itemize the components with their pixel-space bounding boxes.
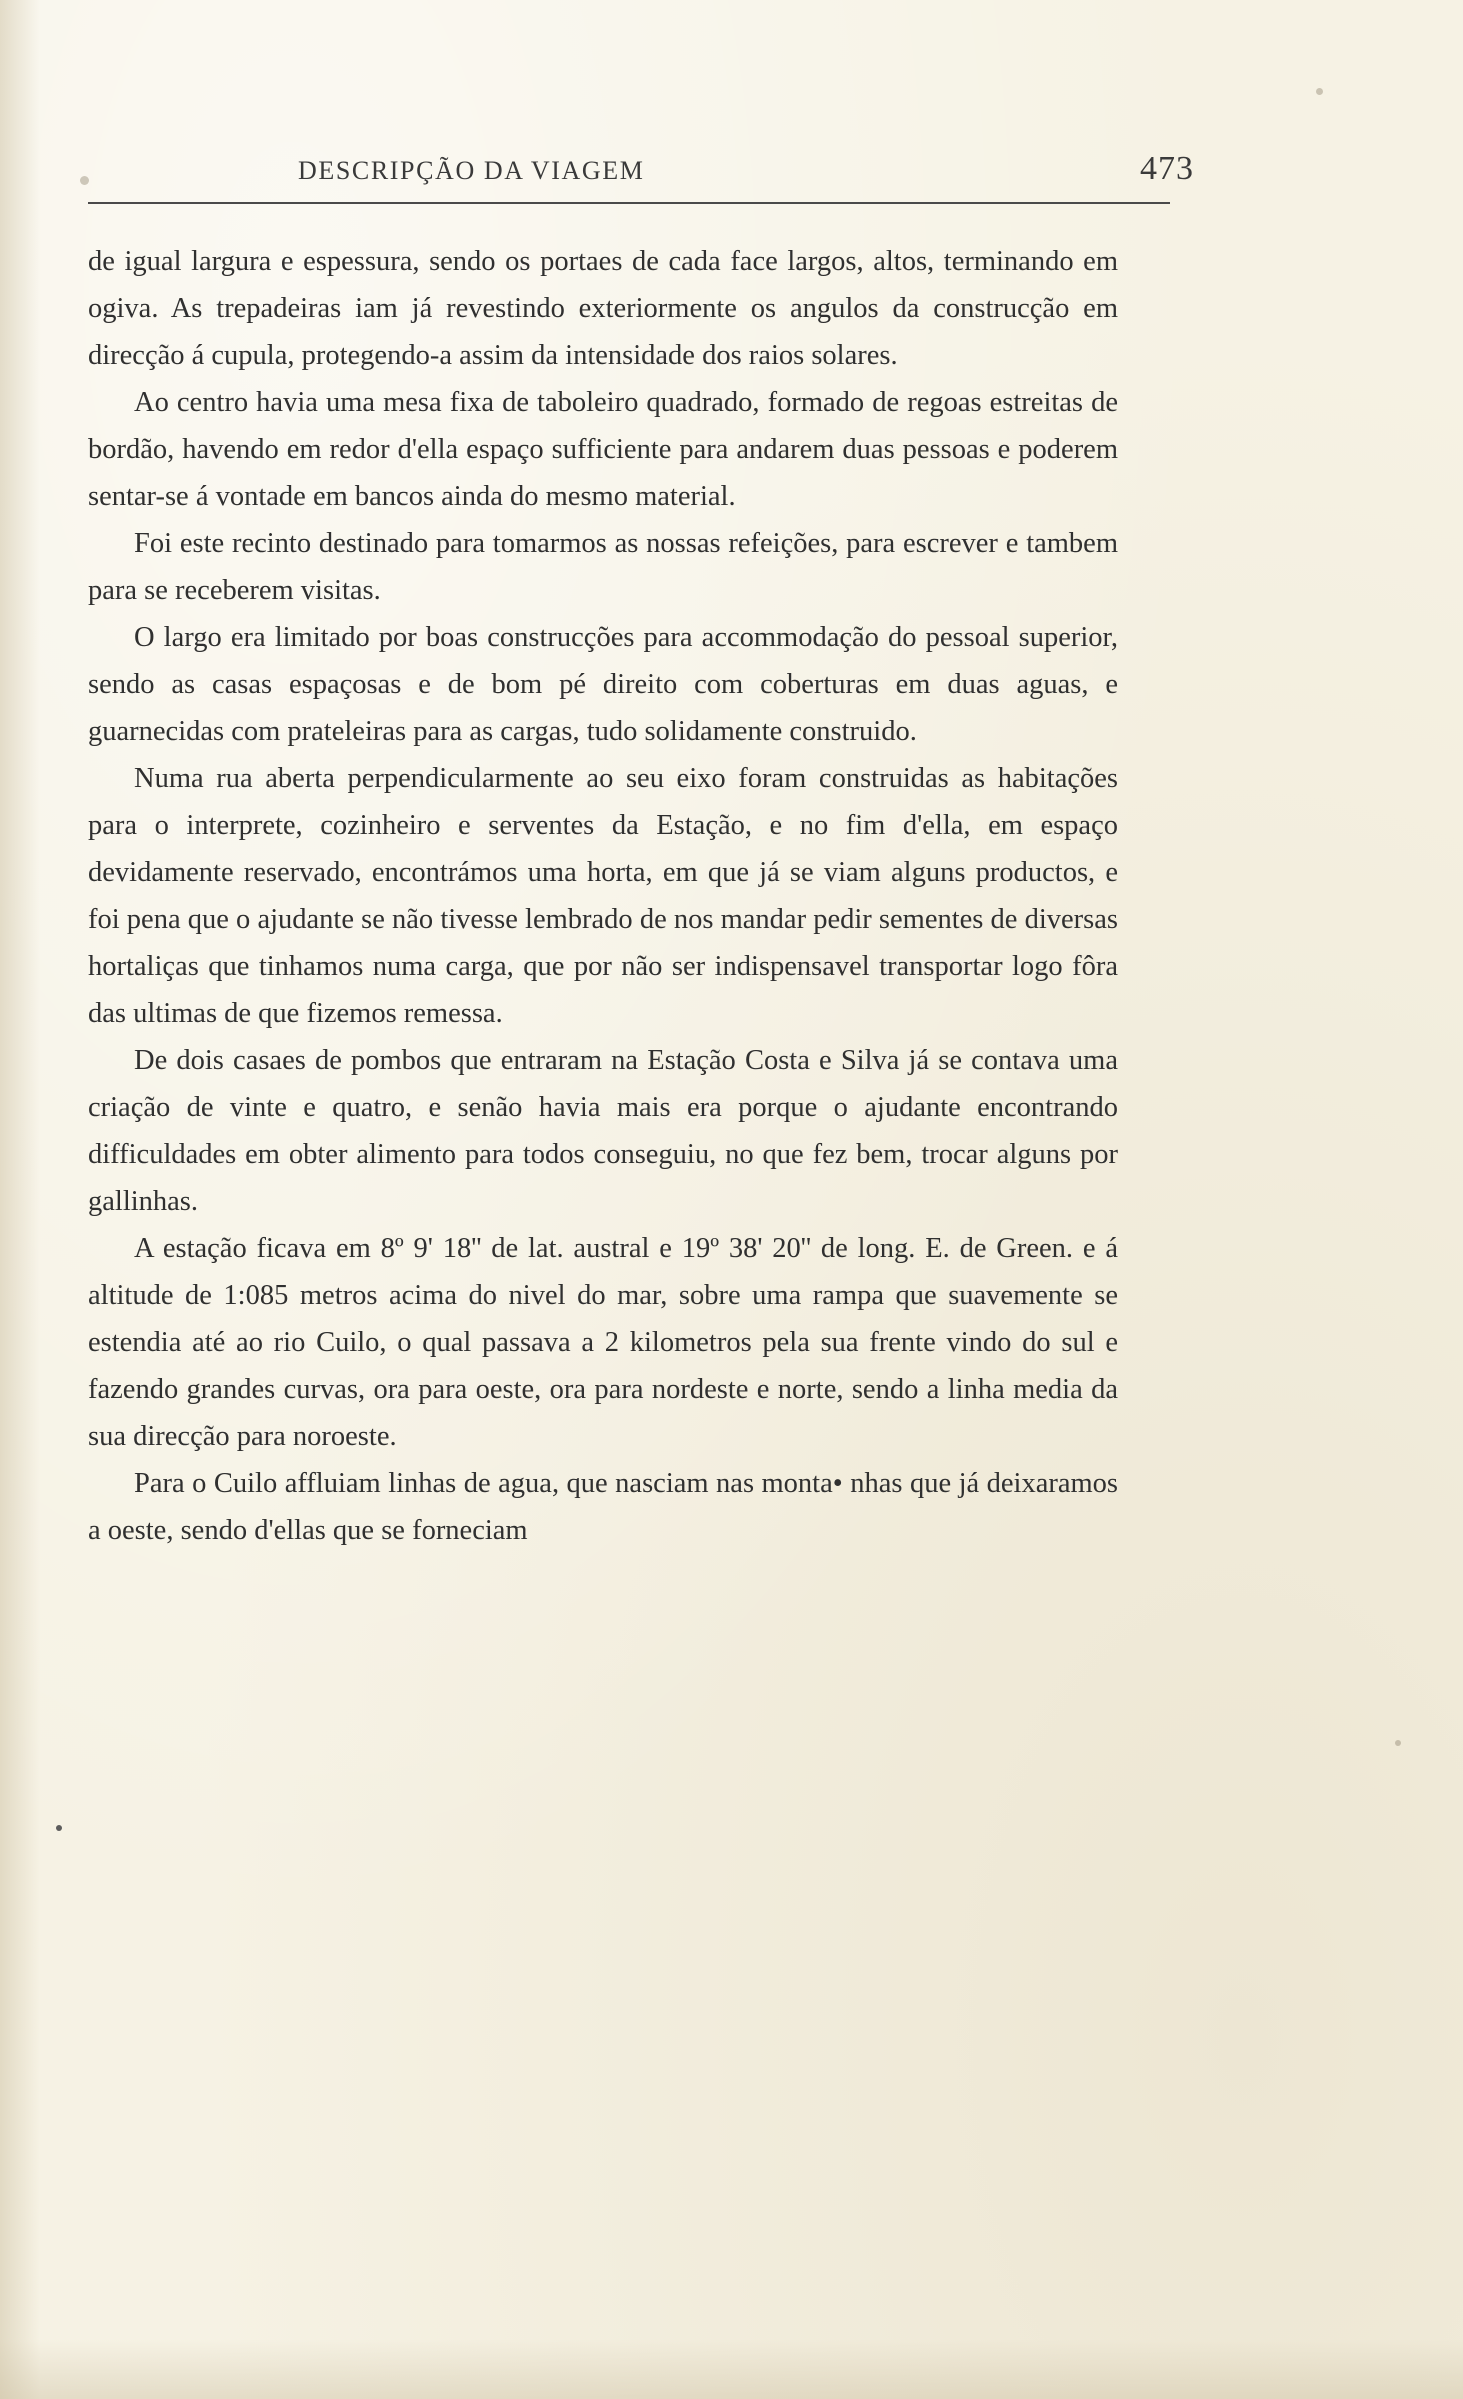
paragraph: de igual largura e espessura, sendo os portaes de cada face largos, altos, terminando em ogiva. As trepadeiras iam já revestindo exteriormente os angulos da construcção em direcção á cupula, protegendo-a assim da intensidade dos raios solares. [88, 246, 1118, 371]
paragraph: O largo era limitado por boas construcções para accommodação do pessoal superior, sendo as casas espaçosas e de bom pé direito com coberturas em duas aguas, e guarnecidas com prateleiras para as cargas, tudo solidamente construido. [88, 622, 1118, 747]
paragraph: Ao centro havia uma mesa fixa de taboleiro quadrado, formado de regoas estreitas de bordão, havendo em redor d'ella espaço sufficiente para andarem duas pessoas e poderem sentar-se á vontade em bancos ainda do mesmo material. [88, 387, 1118, 512]
paragraph: Numa rua aberta perpendicularmente ao seu eixo foram construidas as habitações para o interprete, cozinheiro e serventes da Estação, e no fim d'ella, em espaço devidamente reservado, encontrámos uma horta, em que já se viam alguns productos, e foi pena que o ajudante se não tivesse lembrado de nos mandar pedir sementes de diversas hortaliças que tinhamos numa carga, que por não ser indispensavel transportar logo fôra das ultimas de que fizemos remessa. [88, 763, 1118, 1029]
paragraph: De dois casaes de pombos que entraram na Estação Costa e Silva já se contava uma criação de vinte e quatro, e senão havia mais era porque o ajudante encontrando difficuldades em obter alimento para todos conseguiu, no que fez bem, trocar alguns por gallinhas. [88, 1045, 1118, 1217]
paragraph: Para o Cuilo affluiam linhas de agua, que nasciam nas monta• nhas que já deixaramos a oeste, sendo d'ellas que se forneciam [88, 1468, 1118, 1546]
paragraph: Foi este recinto destinado para tomarmos as nossas refeições, para escrever e tambem para se receberem visitas. [88, 528, 1118, 606]
marginal-dot-mark [56, 1825, 62, 1831]
page-edge-shading-left [0, 0, 40, 2399]
page-edge-shading-bottom [0, 2339, 1463, 2399]
paragraph: A estação ficava em 8º 9' 18'' de lat. austral e 19º 38' 20'' de long. E. de Green. e á altitude de 1:085 metros acima do nivel do mar, sobre uma rampa que suavemente se estendia até ao rio Cuilo, o qual passava a 2 kilometros pela sua frente vindo do sul e fazendo grandes curvas, ora para oeste, ora para nordeste e norte, sendo a linha media da sua direcção para noroeste. [88, 1233, 1118, 1452]
page-content [88, 150, 1198, 1554]
body-text [88, 238, 1118, 1554]
header-rule [88, 202, 1170, 204]
page-number: 473 [1140, 150, 1194, 187]
paper-speck [1395, 1740, 1401, 1746]
running-head: DESCRIPÇÃO DA VIAGEM [298, 156, 645, 185]
page-header [88, 150, 1198, 188]
paper-speck [1316, 88, 1323, 95]
